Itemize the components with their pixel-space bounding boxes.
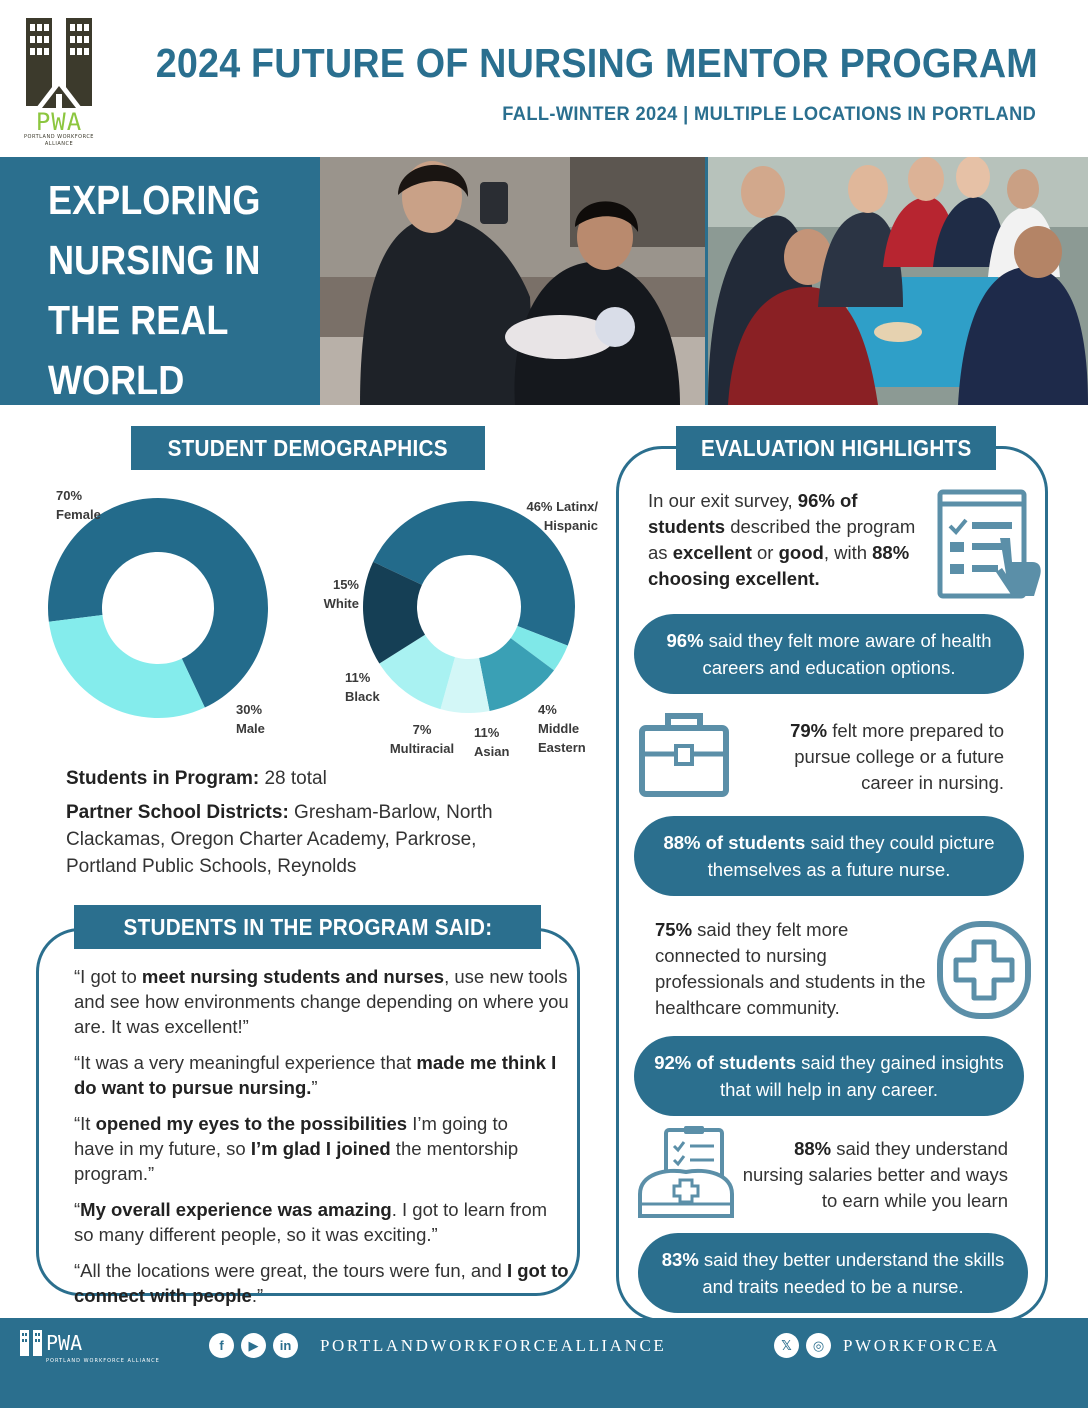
quote-1: “I got to meet nursing students and nurses, use new tools and see how environments change depending on where you are. It was excellent!” (74, 966, 569, 1037)
race-label-latinx: 46% Latinx/ Hispanic (526, 499, 598, 533)
slice-male (49, 615, 205, 718)
stat-pill-awareness: 96% said they felt more aware of health careers and education options. (634, 614, 1024, 694)
youtube-icon[interactable]: ▶ (241, 1333, 266, 1358)
stat-pill-insights: 92% of students said they gained insights that will help in any career. (634, 1036, 1024, 1116)
svg-text:PORTLAND WORKFORCE ALLIANCE: PORTLAND WORKFORCE ALLIANCE (46, 1358, 160, 1364)
facebook-icon[interactable]: f (209, 1333, 234, 1358)
stat-connected: 75% said they felt more connected to nursing professionals and students in the healthcare community. (655, 919, 926, 1018)
stat-pill-skills: 83% said they better understand the skills and traits needed to be a nurse. (638, 1233, 1028, 1313)
footer-pwa-logo (20, 1326, 180, 1366)
race-label-multiracial: 7% Multiracial (389, 722, 455, 756)
students-count: Students in Program: 28 total (66, 768, 327, 789)
checklist-touch-icon (936, 488, 1046, 600)
quote-3: “It opened my eyes to the possibilities I’m going to have in my future, so I’m glad I joined the mentorship program.” (74, 1113, 519, 1184)
footer-social-handle[interactable]: PWORKFORCEA (843, 1336, 1001, 1355)
stat-exit-survey: In our exit survey, 96% of students described the program as excellent or good, with 88% choosing excellent. (648, 490, 916, 589)
banner-headline: EXPLORING NURSING IN THE REAL WORLD (48, 177, 261, 403)
page-subtitle: FALL-WINTER 2024 | MULTIPLE LOCATIONS IN PORTLAND (502, 104, 1036, 125)
stat-salaries: 88% said they understand nursing salaries better and ways to earn while you learn (742, 1138, 1008, 1211)
svg-text:PWA: PWA (46, 1331, 83, 1355)
linkedin-icon[interactable]: in (273, 1333, 298, 1358)
gender-label-male: 30% Male (236, 702, 265, 736)
nurse-cap-clipboard-icon (636, 1124, 736, 1224)
gender-label-female: 70% Female (56, 488, 101, 522)
pwa-logo (22, 16, 96, 146)
page-title: 2024 FUTURE OF NURSING MENTOR PROGRAM (155, 40, 1038, 86)
race-label-middle-eastern: 4% Middle Eastern (538, 702, 586, 755)
demographics-heading: STUDENT DEMOGRAPHICS (131, 426, 485, 470)
quote-4: “My overall experience was amazing. I got to learn from so many different people, so it was exciting.” (74, 1199, 548, 1245)
medical-cross-icon (936, 918, 1032, 1022)
photo-student-with-infant-mannequin (320, 157, 705, 405)
x-icon[interactable]: 𝕏 (774, 1333, 799, 1358)
race-label-asian: 11% Asian (474, 725, 510, 759)
quote-2: “It was a very meaningful experience that made me think I do want to pursue nursing.” (74, 1052, 557, 1098)
race-label-black: 11% Black (345, 670, 380, 704)
quote-5: “All the locations were great, the tours were fun, and I got to connect with people.” (74, 1260, 569, 1306)
race-label-white: 15% White (323, 577, 359, 611)
quotes-heading: STUDENTS IN THE PROGRAM SAID: (74, 905, 541, 949)
footer-website-link[interactable]: PORTLANDWORKFORCEALLIANCE (320, 1336, 667, 1355)
evaluation-heading: EVALUATION HIGHLIGHTS (676, 426, 996, 470)
instagram-icon[interactable]: ◎ (806, 1333, 831, 1358)
partner-districts: Partner School Districts: Gresham-Barlow, North Clackamas, Oregon Charter Academy, Parkrose, Portland Public Schools, Reynolds (66, 802, 493, 877)
logo-subtext: PORTLAND WORKFORCE ALLIANCE (24, 134, 94, 147)
briefcase-icon (638, 708, 730, 798)
stat-prepared: 79% felt more prepared to pursue college or a future career in nursing. (790, 720, 1004, 793)
svg-text:PWA: PWA (35, 108, 83, 136)
photo-group-at-skills-lab (708, 157, 1088, 405)
stat-pill-picture-nurse: 88% of students said they could picture themselves as a future nurse. (634, 816, 1024, 896)
